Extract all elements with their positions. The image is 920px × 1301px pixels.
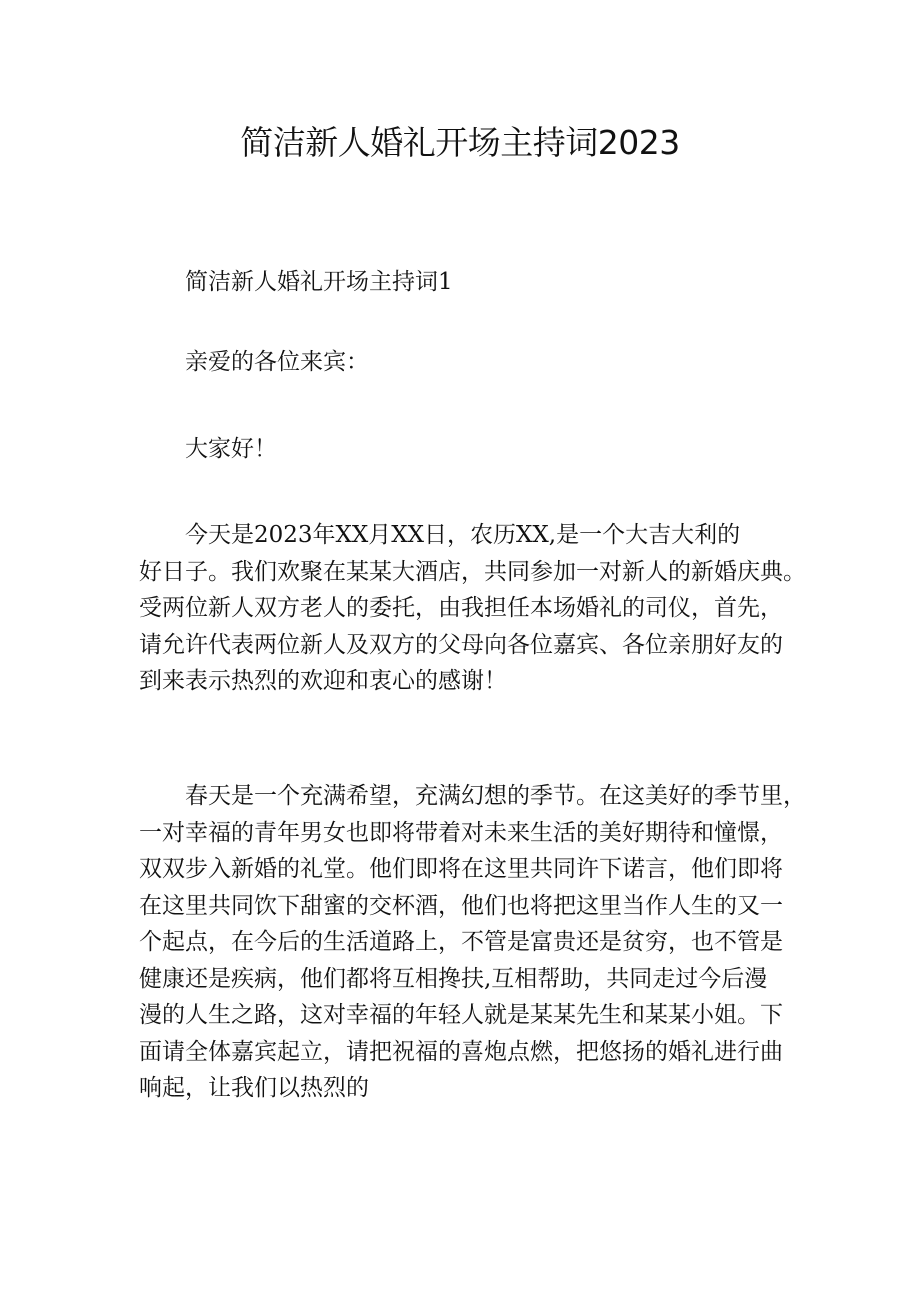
paragraph-line: 漫的人生之路，这对幸福的年轻人就是某某先生和某某小姐。下: [139, 1002, 783, 1028]
paragraph-line: 在这里共同饮下甜蜜的交杯酒，他们也将把这里当作人生的又一: [139, 892, 783, 919]
paragraph-line: 请允许代表两位新人及双方的父母向各位嘉宾、各位亲朋好友的: [139, 631, 783, 658]
paragraph-line: 响起，让我们以热烈的: [139, 1075, 369, 1101]
paragraph-line: 面请全体嘉宾起立，请把祝福的喜炮点燃，把悠扬的婚礼进行曲: [139, 1038, 783, 1065]
paragraph-line: 今天是2023年XX月XX日，农历XX,是一个大吉大利的: [185, 522, 741, 548]
paragraph-line: 双双步入新婚的礼堂。他们即将在这里共同许下诺言，他们即将: [139, 856, 783, 882]
paragraph-line: 到来表示热烈的欢迎和衷心的感谢！: [139, 668, 507, 694]
paragraph-1: [139, 517, 806, 700]
paragraph-line: 好日子。我们欢聚在某某大酒店，共同参加一对新人的新婚庆典。: [139, 558, 806, 585]
paragraph-line: 春天是一个充满希望，充满幻想的季节。在这美好的季节里，: [185, 783, 806, 809]
paragraph-line: 健康还是疾病，他们都将互相搀扶,互相帮助，共同走过今后漫: [139, 965, 768, 992]
section-heading: 简洁新人婚礼开场主持词1: [185, 269, 453, 295]
greeting-text: 亲爱的各位来宾：: [185, 349, 369, 375]
hello-text: 大家好！: [185, 436, 277, 462]
document-title: 简洁新人婚礼开场主持词2023: [240, 123, 680, 162]
paragraph-line: 受两位新人双方老人的委托，由我担任本场婚礼的司仪，首先，: [139, 595, 783, 621]
paragraph-2: [139, 778, 806, 1107]
paragraph-line: 一对幸福的青年男女也即将带着对未来生活的美好期待和憧憬，: [139, 819, 783, 846]
paragraph-line: 个起点，在今后的生活道路上，不管是富贵还是贫穷，也不管是: [139, 929, 783, 955]
